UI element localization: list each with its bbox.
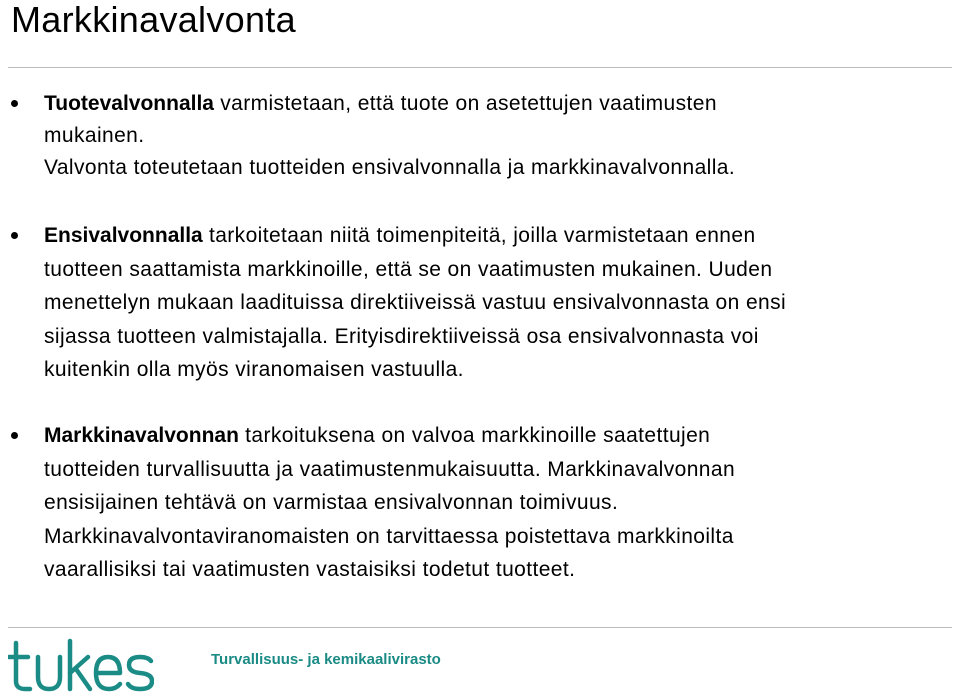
bullet-text: varmistetaan, että tuote on asetettujen vaatimusten bbox=[213, 92, 717, 115]
bullet-text: mukainen. bbox=[44, 124, 145, 147]
bullet-text: kuitenkin olla myös viranomaisen vastuulla. bbox=[44, 358, 464, 382]
bullet-text: tuotteiden turvallisuutta ja vaatimustenmukaisuutta. Markkinavalvonnan bbox=[44, 457, 736, 481]
bullet-keyword: Markkinavalvonnan bbox=[44, 424, 239, 447]
bullet-text: vaarallisiksi tai vaatimusten vastaisiksi todetut tuotteet. bbox=[44, 558, 576, 582]
bullet-text: ensisijainen tehtävä on varmistaa ensivalvonnan toimivuus. bbox=[44, 491, 619, 515]
bullet-text: tuotteen saattamista markkinoille, että se on vaatimusten mukainen. Uuden bbox=[44, 257, 773, 281]
bullet-text: Markkinavalvontaviranomaisten on tarvittaessa poistettava markkinoilta bbox=[44, 524, 734, 548]
agency-name: Turvallisuus- ja kemikaalivirasto bbox=[211, 651, 441, 668]
bullet-keyword: Ensivalvonnalla bbox=[44, 224, 203, 247]
tukes-logo bbox=[8, 637, 154, 700]
slide-title: Markkinavalvonta bbox=[11, 0, 296, 40]
bullet-item-tuotevalvonta bbox=[44, 88, 924, 184]
bullet-item-ensivalvonta bbox=[44, 219, 924, 387]
bullet-keyword: Tuotevalvonnalla bbox=[44, 92, 214, 115]
top-divider bbox=[8, 67, 952, 68]
bullet-dot bbox=[11, 100, 18, 107]
bullet-dot bbox=[11, 232, 18, 239]
bullet-dot bbox=[11, 432, 18, 439]
bullet-text: tarkoituksena on valvoa markkinoille saatettujen bbox=[238, 424, 711, 447]
bottom-divider bbox=[8, 627, 952, 628]
bullet-text: sijassa tuotteen valmistajalla. Erityisdirektiiveissä osa ensivalvonnasta voi bbox=[44, 324, 759, 348]
bullet-text: menettelyn mukaan laadituissa direktiiveissä vastuu ensivalvonnasta on ensi bbox=[44, 291, 787, 315]
bullet-text: Valvonta toteutetaan tuotteiden ensivalvonnalla ja markkinavalvonnalla. bbox=[44, 156, 736, 179]
bullet-text: tarkoitetaan niitä toimenpiteitä, joilla varmistetaan ennen bbox=[202, 224, 756, 247]
bullet-item-markkinavalvonta bbox=[44, 419, 924, 587]
